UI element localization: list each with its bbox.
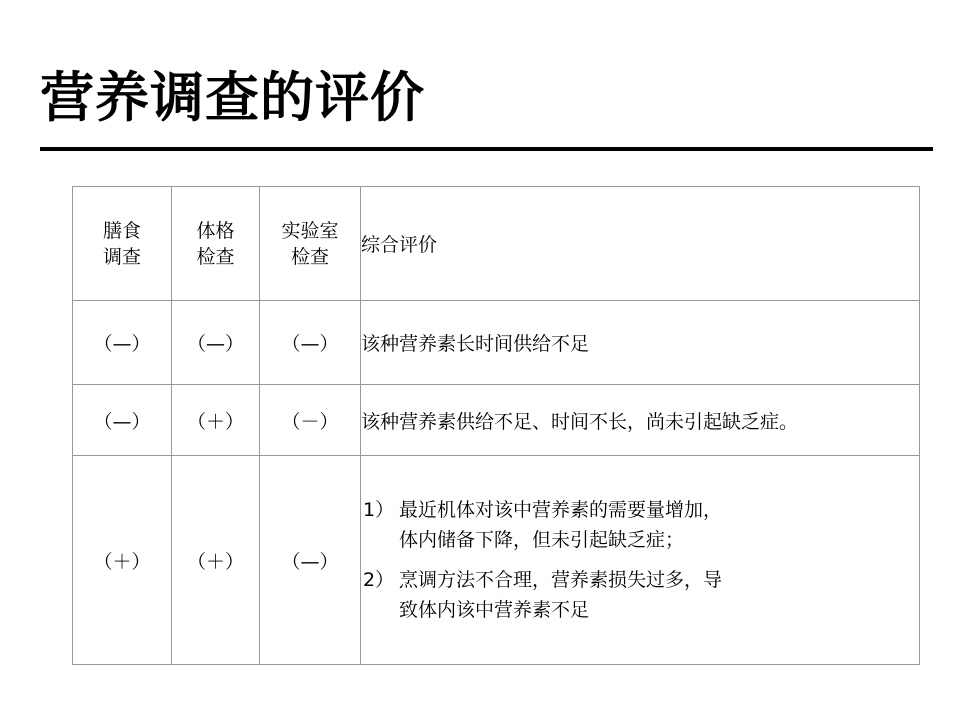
title-underline xyxy=(40,147,933,151)
header-physical-line-1: 体格 xyxy=(196,219,235,242)
list-item-line: 最近机体对该中营养素的需要量增加， xyxy=(399,499,723,521)
header-lab-test xyxy=(260,187,361,301)
list-item-number: 1） xyxy=(363,499,395,521)
cell-diet: （—） xyxy=(73,301,172,385)
header-diet-line-1: 膳食 xyxy=(102,219,141,242)
table-row xyxy=(73,456,920,665)
cell-evaluation: 该种营养素长时间供给不足 xyxy=(361,301,920,385)
header-diet-line-2: 调查 xyxy=(102,245,141,268)
header-overall-evaluation: 综合评价 xyxy=(361,187,920,301)
list-item-line: 烹调方法不合理，营养素损失过多，导 xyxy=(399,569,723,591)
cell-diet: （—） xyxy=(73,385,172,456)
list-item xyxy=(361,565,919,625)
evaluation-table xyxy=(72,186,920,665)
list-item xyxy=(361,495,919,555)
table-row xyxy=(73,301,920,385)
list-item-number: 2） xyxy=(363,569,395,591)
list-item-line: 致体内该中营养素不足 xyxy=(399,599,590,621)
evaluation-list xyxy=(361,495,919,625)
cell-evaluation-list xyxy=(361,456,920,665)
list-item-text xyxy=(399,495,722,555)
cell-physical: （＋） xyxy=(172,385,260,456)
page-title: 营养调查的评价 xyxy=(40,66,425,129)
list-item-text xyxy=(399,565,722,625)
header-lab-line-2: 检查 xyxy=(290,245,329,268)
header-physical-exam xyxy=(172,187,260,301)
header-physical-line-2: 检查 xyxy=(196,245,235,268)
cell-physical: （＋） xyxy=(172,456,260,665)
header-lab-line-1: 实验室 xyxy=(281,219,339,242)
table-header-row xyxy=(73,187,920,301)
cell-lab: （—） xyxy=(260,301,361,385)
list-item-line: 体内储备下降，但未引起缺乏症； xyxy=(399,529,685,551)
header-diet-survey xyxy=(73,187,172,301)
cell-lab: （－） xyxy=(260,385,361,456)
cell-physical: （—） xyxy=(172,301,260,385)
table-row xyxy=(73,385,920,456)
cell-evaluation: 该种营养素供给不足、时间不长，尚未引起缺乏症。 xyxy=(361,385,920,456)
cell-diet: （＋） xyxy=(73,456,172,665)
cell-lab: （—） xyxy=(260,456,361,665)
